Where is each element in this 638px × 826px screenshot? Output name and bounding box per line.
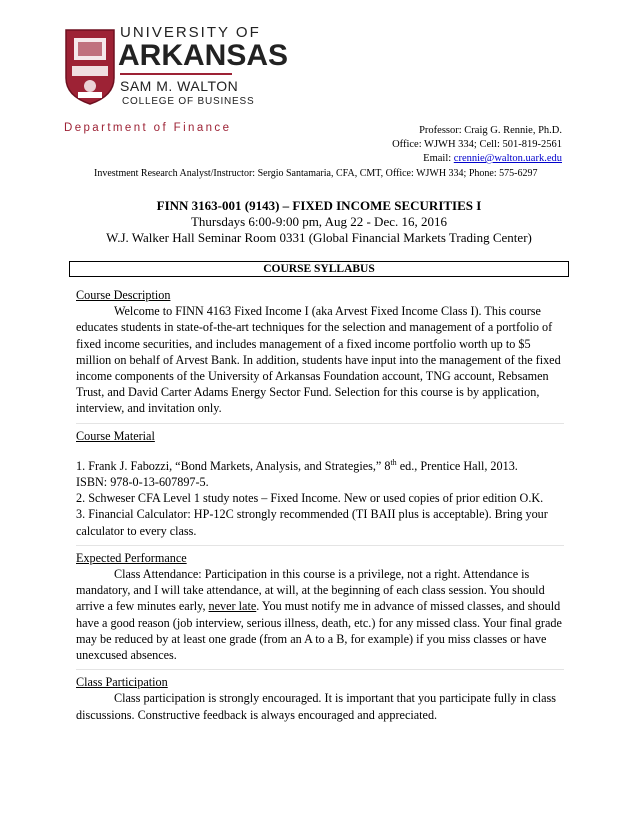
expected-performance-body — [76, 566, 564, 663]
course-header — [0, 198, 638, 246]
course-description-heading: Course Description — [76, 288, 171, 302]
material-item-1-text-end: ed., Prentice Hall, 2013. — [396, 458, 518, 473]
course-schedule: Thursdays 6:00-9:00 pm, Aug 22 - Dec. 16, 2016 — [190, 214, 447, 229]
logo-college: COLLEGE OF BUSINESS — [122, 96, 255, 107]
spacer — [76, 444, 564, 458]
performance-text-a: Class Attendance: Participation in this course is a privilege, not a right. Attendance is mandatory, and I will take attendance, at will, at the beginning of each class session. You should arrive a few minutes early, — [76, 567, 545, 614]
professor-name: Professor: Craig G. Rennie, Ph.D. — [419, 125, 562, 136]
section-divider — [76, 539, 564, 546]
section-divider — [76, 663, 564, 670]
professor-office: Office: WJWH 334; Cell: 501-819-2561 — [392, 139, 562, 150]
material-item-1-text: 1. Frank J. Fabozzi, “Bond Markets, Analysis, and Strategies,” 8 — [76, 458, 391, 473]
material-item-3: 3. Financial Calculator: HP-12C strongly recommended (TI BAII plus is acceptable). Bring your calculator to every class. — [76, 507, 548, 538]
professor-email-line — [392, 152, 562, 166]
instructor-line: Investment Research Analyst/Instructor: Sergio Santamaria, CFA, CMT, Office: WJWH 334; Phone: 575-6297 — [94, 168, 538, 179]
logo-arkansas: ARKANSAS — [118, 39, 289, 72]
never-late-emphasis: never late — [208, 599, 257, 614]
email-label: Email: — [423, 153, 454, 164]
syllabus-content — [76, 287, 564, 723]
class-participation-body: Class participation is strongly encouraged. It is important that you participate fully in class discussions. Constructive feedback is always encouraged and appreciated. — [76, 691, 557, 722]
material-item-2: 2. Schweser CFA Level 1 study notes – Fixed Income. New or used copies of prior edition O.K. — [76, 491, 544, 506]
department-name: Department of Finance — [64, 122, 232, 134]
logo-divider — [120, 73, 232, 75]
university-logo — [60, 22, 289, 138]
material-item-1-sup: th — [390, 457, 397, 467]
professor-contact — [392, 124, 562, 166]
course-location: W.J. Walker Hall Seminar Room 0331 (Global Financial Markets Trading Center) — [106, 230, 532, 245]
university-seal-icon — [64, 26, 116, 106]
course-material-heading: Course Material — [76, 428, 155, 443]
course-description-body: Welcome to FINN 4163 Fixed Income I (aka Arvest Fixed Income Class I). This course educates students in state-of-the-art techniques for the selection and management of a portfolio of fixed income securities, and includes management of a fixed income portfolio worth up to $5 million on behalf of Arvest Bank. In addition, students have input into the management of the fixed income components of the University of Arkansas Foundation account, TNG account, Rebsamen Trust, and David Carter Adams Energy Sector Fund. Selection for this course is by application, interview, and invitation only. — [76, 304, 561, 416]
course-title: FINN 3163-001 (9143) – FIXED INCOME SECURITIES I — [156, 198, 482, 213]
logo-sam-walton: SAM M. WALTON — [120, 78, 239, 94]
logo-university-of: UNIVERSITY OF — [120, 24, 261, 41]
section-divider — [76, 417, 564, 424]
syllabus-title: COURSE SYLLABUS — [69, 261, 569, 277]
class-participation-heading: Class Participation — [76, 675, 168, 690]
performance-text-b: . You must notify me in advance of missed classes, and should have a good reason (job interview, serious illness, death, etc.) for any missed class. Your final grade may be reduced by at least one grade (from an A to a B, for example) if you miss classes or have unexcused absences. — [76, 599, 562, 663]
material-isbn: ISBN: 978-0-13-607897-5. — [76, 475, 209, 490]
expected-performance-heading: Expected Performance — [76, 550, 187, 565]
professor-email-link[interactable]: crennie@walton.uark.edu — [453, 153, 562, 164]
material-item-1 — [76, 458, 564, 474]
